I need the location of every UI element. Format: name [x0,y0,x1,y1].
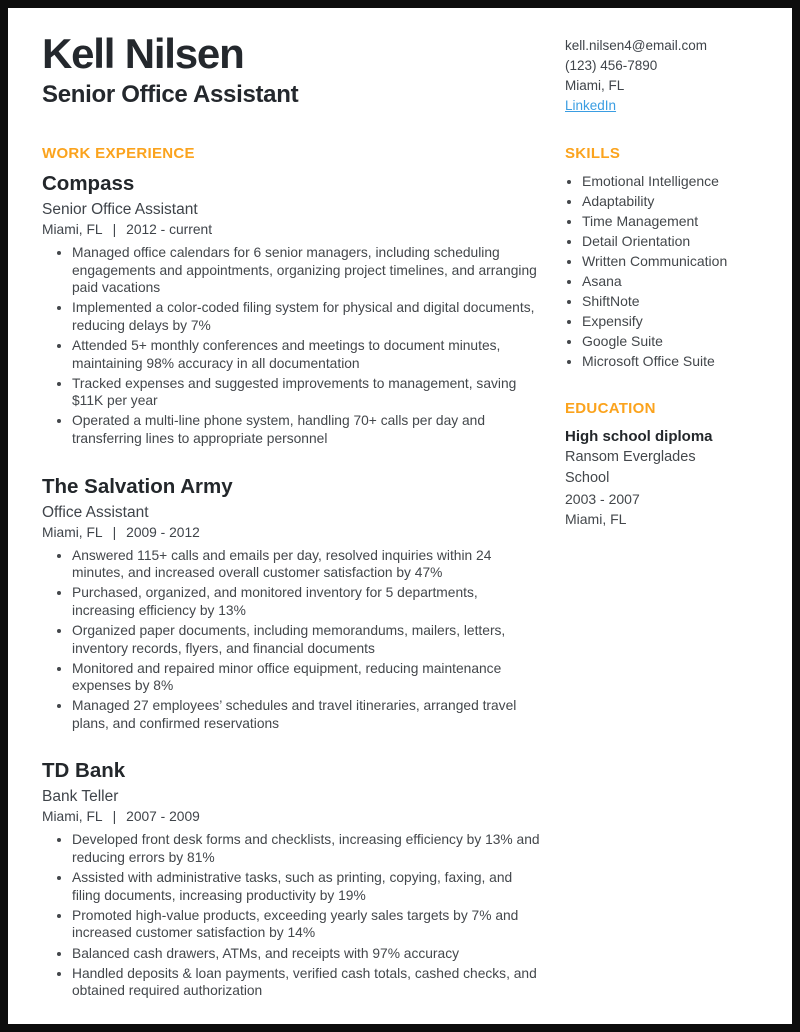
job-meta [42,807,542,827]
job-dates: 2012 - current [126,222,213,237]
resume-header [42,30,542,146]
experience-bullet: • Balanced cash drawers, ATMs, and receipts with 97% accuracy [72,945,542,963]
education-label: EDUCATION [565,400,656,417]
skill-item: • Time Management [582,211,768,231]
job-location: Miami, FL [42,524,103,540]
contact-email: kell.nilsen4@email.com [565,38,708,53]
experience-bullet: • Implemented a color-coded filing system for physical and digital documents, reducing delays by 7% [72,299,542,334]
meta-separator: | [112,222,117,237]
work-experience-label: WORK EXPERIENCE [42,145,195,162]
job-meta [42,220,542,240]
experience-bullet: • Promoted high-value products, exceeding yearly sales targets by 7% and increased customer satisfaction by 14% [72,907,542,942]
job-entry [42,474,542,733]
meta-separator: | [112,524,117,540]
experience-bullet: • Managed 27 employees’ schedules and travel itineraries, arranged travel plans, and confirmed reservations [72,697,542,732]
skills-label: SKILLS [565,145,621,162]
linkedin-link[interactable]: LinkedIn [565,98,617,113]
job-dates: 2007 - 2009 [126,809,200,825]
bullet-list [42,831,542,999]
skills-list [565,171,768,371]
education-school: Ransom Everglades School [565,449,696,486]
education-degree: High school diploma [565,428,713,445]
job-location: Miami, FL [42,809,103,825]
company-name: TD Bank [42,759,126,783]
job-location: Miami, FL [42,222,103,237]
skill-item: • Adaptability [582,191,768,211]
experience-bullet: • Tracked expenses and suggested improvements to management, saving $11K per year [72,375,542,410]
work-experience-section [42,146,542,1000]
experience-bullet: • Organized paper documents, including memorandums, mailers, letters, inventory records, flyers, and financial documents [72,622,542,657]
education-section [565,401,768,529]
skill-item: • Emotional Intelligence [582,171,768,191]
skill-item: • Detail Orientation [582,231,768,251]
candidate-name: Kell Nilsen [42,30,244,77]
contact-phone: (123) 456-7890 [565,58,658,73]
skills-section [565,146,768,371]
meta-separator: | [112,809,117,825]
skill-item: • ShiftNote [582,291,768,311]
experience-bullet: • Operated a multi-line phone system, handling 70+ calls per day and transferring lines to appropriate personnel [72,412,542,447]
job-entry [42,758,542,999]
contact-location: Miami, FL [565,78,625,93]
left-column [42,30,542,1024]
job-title: Office Assistant [42,503,149,521]
skill-item: • Expensify [582,311,768,331]
experience-bullet: • Managed office calendars for 6 senior managers, including scheduling engagements and appointments, organizing project timelines, and arranging paid vacations [72,244,542,297]
contact-block [565,36,768,116]
job-title: Senior Office Assistant [42,201,198,218]
job-meta [42,523,542,543]
company-name: Compass [42,172,135,195]
bullet-list [42,244,542,448]
education-dates: 2003 - 2007 [565,491,640,507]
skill-item: • Written Communication [582,251,768,271]
job-title: Bank Teller [42,788,119,806]
job-dates: 2009 - 2012 [126,524,200,540]
company-name: The Salvation Army [42,474,233,498]
education-location: Miami, FL [565,511,627,527]
experience-bullet: • Developed front desk forms and checklists, increasing efficiency by 13% and reducing errors by 81% [72,831,542,866]
experience-bullet: • Purchased, organized, and monitored inventory for 5 departments, increasing efficiency by 13% [72,584,542,619]
skill-item: • Asana [582,271,768,291]
bullet-list [42,547,542,733]
right-column [565,30,768,1024]
skill-item: • Google Suite [582,331,768,351]
experience-bullet: • Assisted with administrative tasks, such as printing, copying, faxing, and filing documents, increasing productivity by 19% [72,869,542,904]
experience-bullet: • Answered 115+ calls and emails per day, resolved inquiries within 24 minutes, and increased overall customer satisfaction by 47% [72,547,542,582]
experience-bullet: • Handled deposits & loan payments, verified cash totals, cashed checks, and obtained required authorization [72,965,542,1000]
resume-page [8,8,792,1024]
experience-bullet: • Attended 5+ monthly conferences and meetings to document minutes, maintaining 98% accuracy in all documentation [72,337,542,372]
skill-item: • Microsoft Office Suite [582,351,768,371]
candidate-title: Senior Office Assistant [42,81,299,108]
jobs-container [42,171,542,1000]
experience-bullet: • Monitored and repaired minor office equipment, reducing maintenance expenses by 8% [72,660,542,695]
job-entry [42,171,542,448]
